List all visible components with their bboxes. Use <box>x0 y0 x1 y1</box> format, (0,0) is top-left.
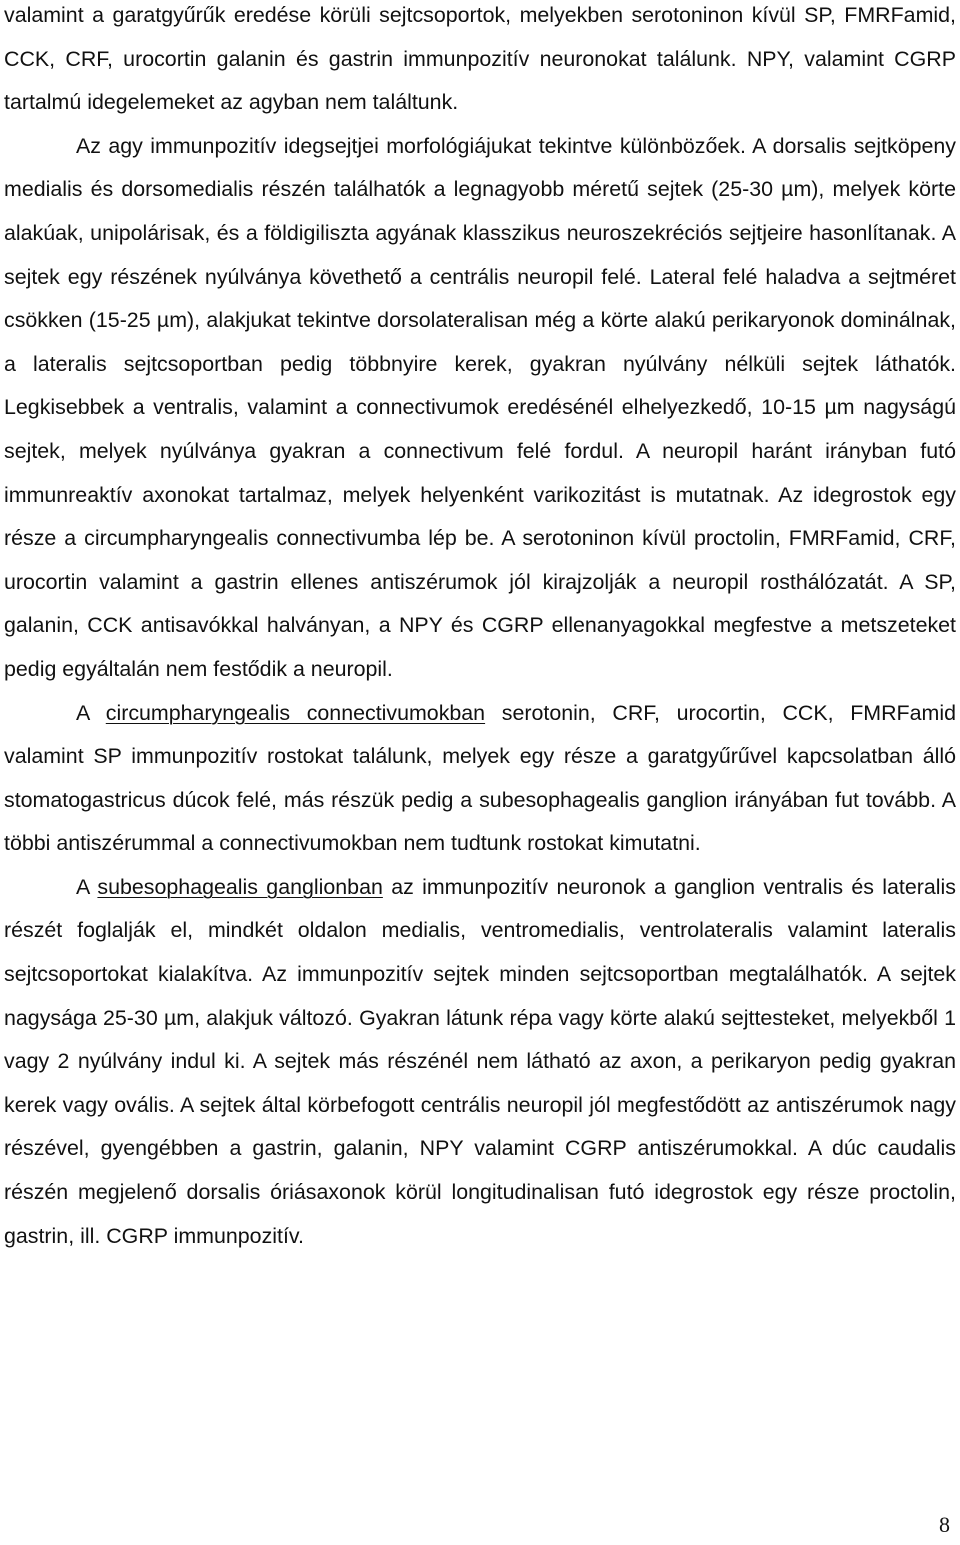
paragraph-subesophageal-ganglion <box>4 866 956 1258</box>
page-number: 8 <box>939 1512 950 1537</box>
paragraph-connectives <box>4 692 956 866</box>
term-circumpharyngeal-connectives: circumpharyngealis connectivumokban <box>105 700 486 725</box>
paragraph-connectives-body: serotonin, CRF, urocortin, CCK, FMRFamid valamint SP immunpozitív rostokat találunk, melyek egy része a garatgyűrűvel kapcsolatban álló stomatogastricus dúcok felé, más részük pedig a subesophagealis ganglion irányában fut tovább. A többi antiszérummal a connectivumokban nem tudtunk rostokat kimutatni. <box>4 700 956 856</box>
document-page <box>4 0 956 1545</box>
paragraph-subesophageal-lead: A <box>76 874 98 899</box>
term-subesophageal-ganglion: subesophagealis ganglionban <box>97 874 383 899</box>
paragraph-brain-neurons: Az agy immunpozitív idegsejtjei morfológiájukat tekintve különbözőek. A dorsalis sejtköpeny medialis és dorsomedialis részén találhatók a legnagyobb méretű sejtek (25-30 µm), melyek körte alakúak, unipolárisak, és a földigiliszta agyának klasszikus neuroszekréciós sejtjeire hasonlítanak. A sejtek egy részének nyúlványa követhető a centrális neuropil felé. Lateral felé haladva a sejtméret csökken (15-25 µm), alakjukat tekintve dorsolateralisan még a körte alakú perikaryonok dominálnak, a lateralis sejtcsoportban pedig többnyire kerek, gyakran nyúlvány nélküli sejtek láthatók. Legkisebbek a ventralis, valamint a connectivumok eredésénél elhelyezkedő, 10-15 µm nagyságú sejtek, melyek nyúlványa gyakran a connectivum felé fordul. A neuropil haránt irányban futó immunreaktív axonokat tartalmaz, melyek helyenként varikozitást is mutatnak. Az idegrostok egy része a circumpharyngealis connectivumba lép be. A serotoninon kívül proctolin, FMRFamid, CRF, urocortin valamint a gastrin ellenes antiszérumok jól kirajzolják a neuropil rosthálózatát. A SP, galanin, CCK antisavókkal halványan, a NPY és CGRP ellenanyagokkal megfestve a metszeteket pedig egyáltalán nem festődik a neuropil. <box>4 133 956 681</box>
paragraph-subesophageal-body: az immunpozitív neuronok a ganglion ventralis és lateralis részét foglalják el, mindkét oldalon medialis, ventromedialis, ventrolateralis valamint lateralis sejtcsoportokat kialakítva. Az immunpozitív sejtek minden sejtcsoportban megtalálhatók. A sejtek nagysága 25-30 µm, alakjuk változó. Gyakran látunk répa vagy körte alakú sejttesteket, melyekből 1 vagy 2 nyúlvány indul ki. A sejtek más részénél nem látható az axon, a perikaryon pedig gyakran kerek vagy ovális. A sejtek által körbefogott centrális neuropil jól megfestődött az antiszérumok nagy részével, gyengébben a gastrin, galanin, NPY valamint CGRP antiszérumokkal. A dúc caudalis részén megjelenő dorsalis óriásaxonok körül longitudinalisan futó idegrostok egy része proctolin, gastrin, ill. CGRP immunpozitív. <box>4 874 956 1248</box>
paragraph-continuation: valamint a garatgyűrűk eredése körüli sejtcsoportok, melyekben serotoninon kívül SP, FMRFamid, CCK, CRF, urocortin galanin és gastrin immunpozitív neuronokat találunk. NPY, valamint CGRP tartalmú idegelemeket az agyban nem találtunk. <box>4 3 956 115</box>
paragraph-connectives-lead: A <box>76 700 106 725</box>
